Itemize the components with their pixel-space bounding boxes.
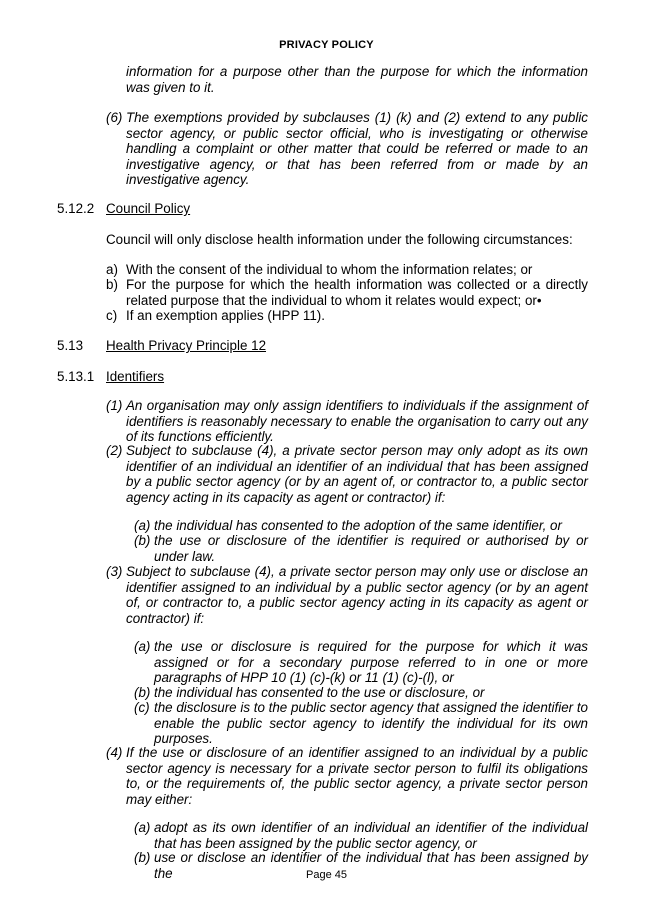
clause-2 — [106, 443, 588, 505]
sub-clause-text: the disclosure is to the public sector agency that assigned the identifier to enable the public sector agency to identify the individual for its own purposes. — [154, 700, 588, 746]
clause-text: If the use or disclosure of an identifier assigned to an individual by a public sector agency is necessary for a private sector person to fulfil its obligations to, or the requirements of, the public sector agency, a private sector person may either: — [126, 745, 588, 807]
sub-clause-text: the use or disclosure of the identifier is required or authorised by or under law. — [154, 533, 588, 564]
clause-3 — [106, 564, 588, 626]
list-item-number: b) — [106, 277, 118, 292]
clause-number: (4) — [106, 745, 123, 760]
section-number-5122: 5.12.2 — [57, 201, 95, 216]
section-intro: Council will only disclose health information under the following circumstances: — [106, 232, 573, 247]
sub-clause-2b — [134, 533, 588, 564]
sub-clause-text: use or disclose an identifier of the individual that has been assigned by the — [154, 850, 588, 881]
section-number-5131: 5.13.1 — [57, 369, 95, 384]
list-item-a — [106, 262, 588, 278]
clause-1 — [106, 398, 588, 445]
page-header: PRIVACY POLICY — [279, 39, 374, 51]
list-item-number: c) — [106, 308, 118, 323]
list-item-b — [106, 277, 588, 308]
sub-clause-4a — [134, 820, 588, 851]
sub-clause-text: adopt as its own identifier of an individual an identifier of the individual that has been assigned by the public sector agency, or — [154, 820, 588, 851]
sub-clause-number: (c) — [134, 700, 150, 715]
sub-clause-text: the individual has consented to the adoption of the same identifier, or — [154, 518, 562, 533]
sub-clause-3c — [134, 700, 588, 747]
page-number: Page 45 — [306, 869, 347, 881]
clause-number: (6) — [106, 110, 123, 125]
section-number-513: 5.13 — [57, 338, 84, 353]
clause-text: Subject to subclause (4), a private sector person may only adopt as its own identifier of an individual an identifier of an individual that has been assigned by a public sector agency (or by an agent of, or contractor to, a public sector agency acting in its capacity as agent or contractor) if: — [126, 443, 588, 505]
sub-clause-text: the individual has consented to the use or disclosure, or — [154, 685, 485, 700]
sub-clause-number: (b) — [134, 685, 151, 700]
clause-6 — [106, 110, 588, 188]
section-title-council-policy: Council Policy — [106, 201, 191, 216]
sub-clause-3a — [134, 639, 588, 686]
sub-clause-text: the use or disclosure is required for the purpose for which it was assigned or for a secondary purpose referred to in one or more paragraphs of HPP 10 (1) (c)-(k) or 11 (1) (c)-(l), or — [154, 639, 588, 685]
list-item-text: For the purpose for which the health information was collected or a directly related purpose that the individual to whom it relates would expect; or• — [126, 277, 588, 308]
sub-clause-number: (b) — [134, 850, 151, 865]
list-item-c — [106, 308, 588, 324]
clause-4 — [106, 745, 588, 807]
sub-clause-number: (b) — [134, 533, 151, 548]
clause-number: (1) — [106, 398, 123, 413]
clause-text: The exemptions provided by subclauses (1) (k) and (2) extend to any public sector agency, or public sector official, who is investigating or otherwise handling a complaint or other matter that could be referred or made to an investigative agency, or that has been referred from or made by an investigative agency. — [126, 110, 588, 187]
sub-clause-3b — [134, 685, 588, 701]
clause-text: Subject to subclause (4), a private sector person may only use or disclose an identifier assigned to an individual by a public sector agency (or by an agent of, or contractor to, a public sector agency acting in its capacity as agent or contractor) if: — [126, 564, 588, 626]
sub-clause-number: (a) — [134, 820, 151, 835]
sub-clause-number: (a) — [134, 639, 151, 654]
section-title-hpp12: Health Privacy Principle 12 — [106, 338, 267, 353]
clause-number: (3) — [106, 564, 123, 579]
list-item-text: If an exemption applies (HPP 11). — [126, 308, 325, 323]
continuation-text: information for a purpose other than the purpose for which the information was given to it. — [126, 64, 588, 95]
sub-clause-number: (a) — [134, 518, 151, 533]
clause-number: (2) — [106, 443, 123, 458]
list-item-text: With the consent of the individual to whom the information relates; or — [126, 262, 533, 277]
section-title-identifiers: Identifiers — [106, 369, 165, 384]
clause-text: An organisation may only assign identifiers to individuals if the assignment of identifiers is reasonably necessary to enable the organisation to carry out any of its functions efficiently. — [126, 398, 588, 444]
sub-clause-2a — [134, 518, 588, 534]
list-item-number: a) — [106, 262, 118, 277]
